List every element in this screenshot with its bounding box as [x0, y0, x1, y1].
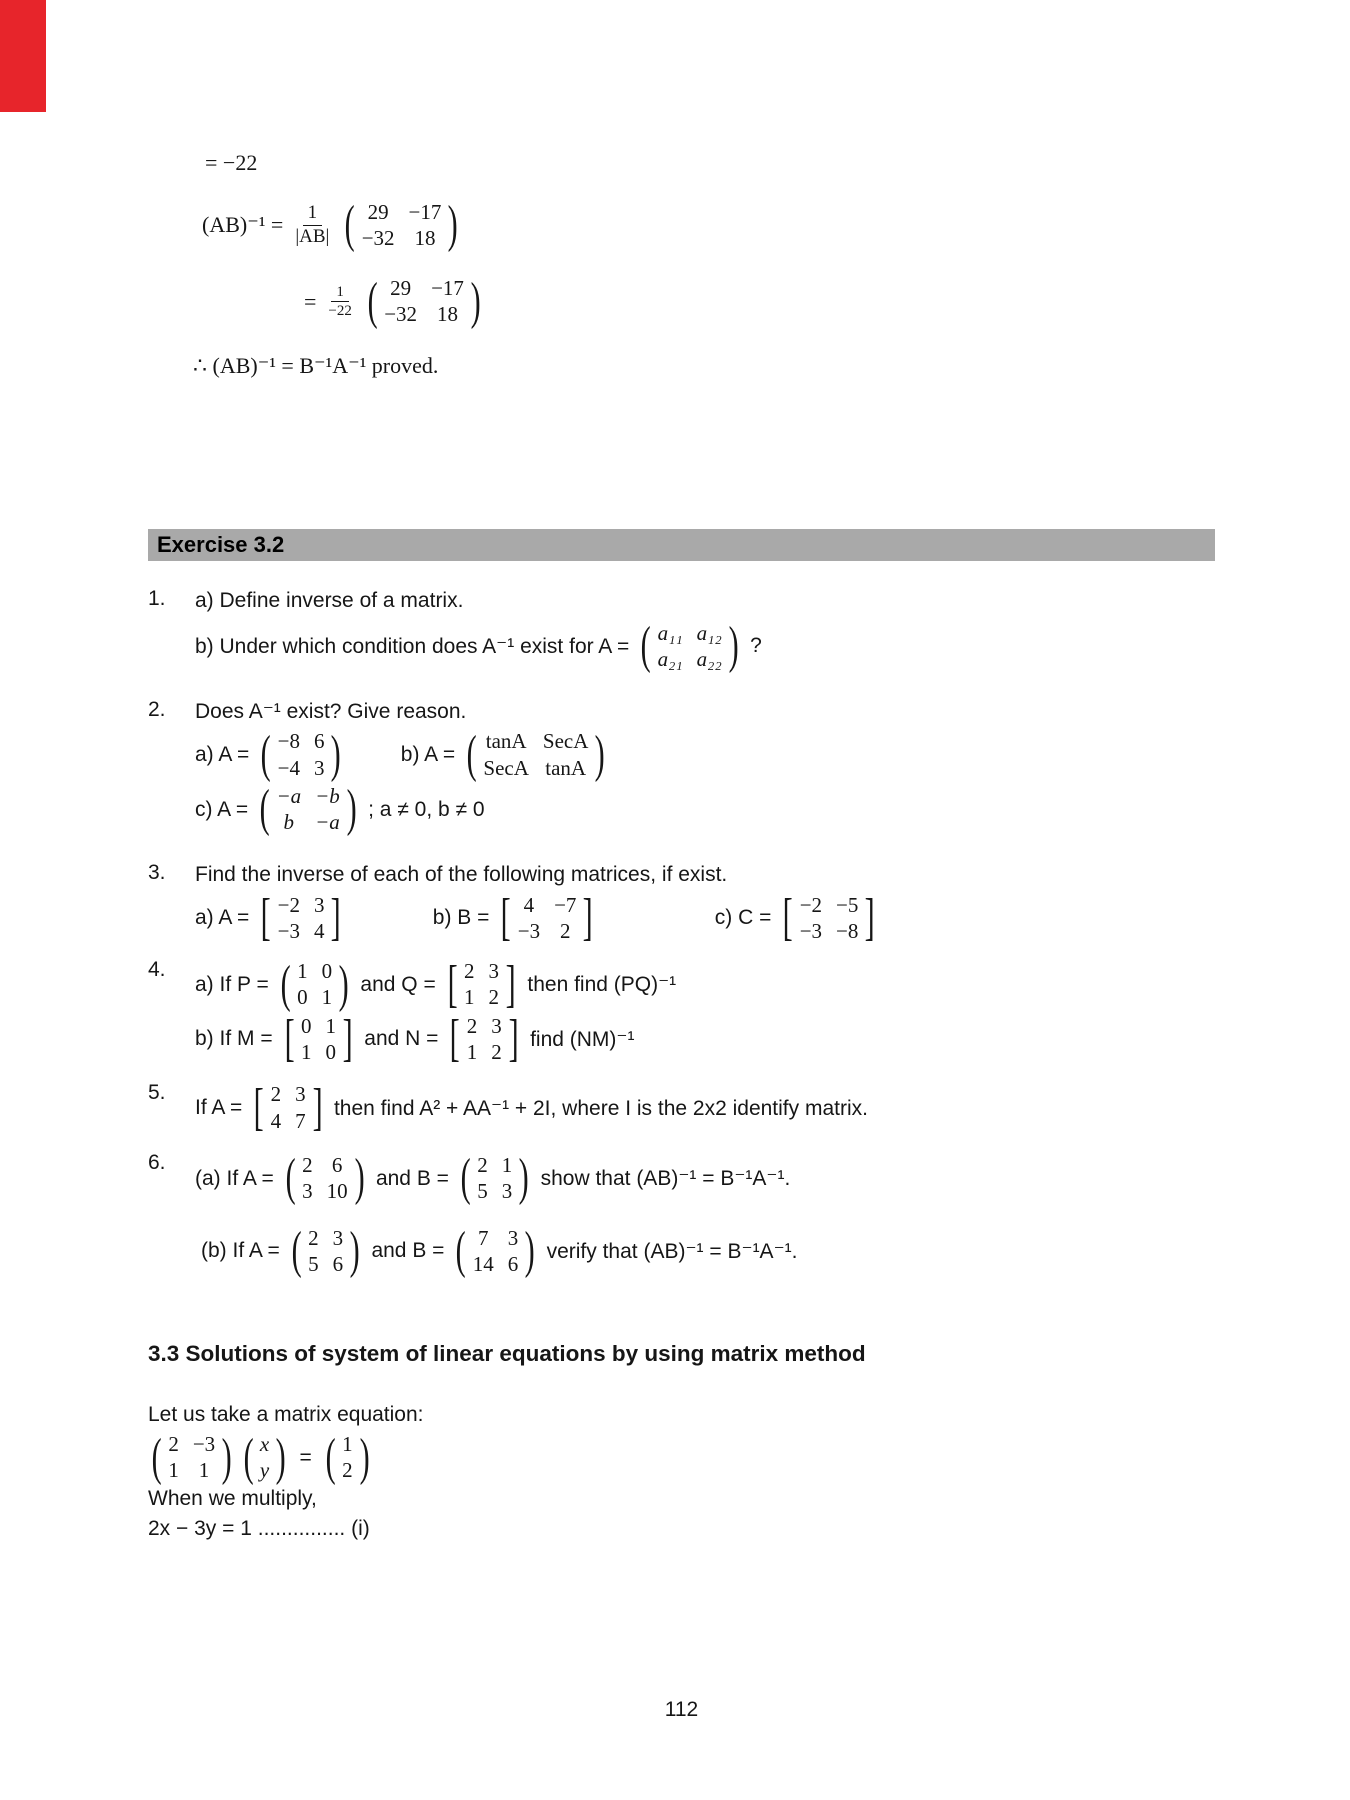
question-4-body [195, 955, 1215, 1068]
matrix-cell: 18 [436, 302, 458, 327]
matrix-cells [474, 1153, 515, 1204]
question-2a-label: a) A = [195, 743, 250, 767]
matrix-cell: tanA [545, 755, 587, 780]
matrix-cell: 6 [331, 1152, 343, 1177]
matrix-cell: 1 [198, 1458, 210, 1483]
matrix-cell: 2 [270, 1082, 282, 1107]
matrix-cell: 0 [325, 1039, 336, 1064]
matrix-cell: 2 [308, 1225, 319, 1250]
question-3-matrices-line [195, 888, 1215, 946]
matrix-cells [273, 784, 342, 835]
matrix-open-fence: [ [447, 955, 458, 1013]
matrix-cell: 1 [297, 959, 308, 984]
matrix-close-fence: ) [595, 725, 606, 783]
equation-i-text: 2x − 3y = 1 ............... (i) [148, 1517, 370, 1541]
matrix-cell: 6 [332, 1251, 344, 1276]
matrix-close-fence: ) [359, 1428, 370, 1486]
matrix-open-fence: ( [456, 1221, 467, 1279]
ab-inverse-line-1 [202, 198, 1215, 253]
matrix-open-fence: ( [151, 1428, 162, 1486]
matrix-cells [381, 276, 467, 327]
matrix-constants [322, 1428, 373, 1486]
matrix-cell: 6 [313, 729, 325, 754]
matrix-open-fence: ( [344, 196, 356, 253]
matrix-cells [299, 1153, 351, 1204]
matrix-cell: a₂₂ [696, 646, 722, 671]
matrix-cells [275, 893, 328, 944]
matrix-cell: −3 [517, 918, 541, 943]
matrix-cell: 2 [168, 1432, 179, 1457]
matrix-variables [240, 1428, 290, 1486]
matrix-cells [461, 959, 502, 1010]
exercise-header [148, 529, 1215, 561]
matrix-q3b [497, 888, 596, 946]
matrix-close-fence: ) [275, 1428, 286, 1486]
matrix-close-fence: ] [342, 1010, 353, 1068]
matrix-cells [268, 1082, 309, 1133]
matrix-close-fence: ] [508, 1010, 519, 1068]
question-3-body [195, 861, 1215, 946]
question-2c-line [195, 782, 1215, 837]
question-2-stem-line [195, 698, 1215, 726]
question-4a-label: a) If P = [195, 972, 269, 996]
matrix-cell: 2 [466, 1013, 478, 1038]
matrix-close-fence: ) [221, 1428, 232, 1486]
matrix-open-fence: ( [280, 955, 291, 1013]
matrix-cells [298, 1014, 339, 1065]
conclusion-line [193, 353, 1215, 379]
matrix-close-fence: ) [331, 725, 342, 783]
matrix-cell: b [283, 810, 295, 835]
matrix-close-fence: ) [448, 196, 459, 253]
matrix-open-fence: ( [367, 272, 378, 330]
matrix-open-fence: [ [253, 1078, 264, 1136]
matrix-cell: SecA [483, 755, 529, 780]
question-1 [148, 587, 1215, 674]
question-2-stem: Does A⁻¹ exist? Give reason. [195, 700, 467, 724]
matrix-cells [165, 1432, 218, 1483]
matrix-cell: 1 [321, 985, 333, 1010]
question-1b-text: b) Under which condition does A⁻¹ exist for A = [195, 634, 630, 658]
question-1a-text: a) Define inverse of a matrix. [195, 589, 464, 613]
matrix-close-fence: ] [331, 888, 342, 946]
equation-text: = −22 [205, 150, 258, 175]
matrix-q2b [463, 725, 609, 783]
matrix-adjoint-2 [364, 272, 484, 330]
matrix-cell: a₂₁ [657, 646, 683, 671]
matrix-open-fence: ( [243, 1428, 254, 1486]
matrix-open-fence: ( [291, 1221, 302, 1279]
question-3c-label: c) C = [714, 906, 772, 930]
page-content [0, 150, 1350, 1541]
question-2a-part [195, 725, 345, 783]
matrix-cell: 1 [300, 1039, 312, 1064]
matrix-N [446, 1012, 522, 1067]
matrix-open-fence: ( [466, 725, 477, 783]
equation-i-line [148, 1517, 1215, 1541]
matrix-close-fence: ) [338, 955, 349, 1013]
question-4a-line [195, 955, 1215, 1013]
question-3a-label: a) A = [195, 906, 250, 930]
matrix-open-fence: [ [284, 1010, 295, 1068]
question-6-body [195, 1151, 1215, 1278]
matrix-q6b-A [288, 1221, 364, 1279]
question-5-task: then find A² + AA⁻¹ + 2I, where I is the 2x2 identify matrix. [333, 1096, 868, 1120]
matrix-cell: 2 [464, 959, 475, 984]
matrix-P [277, 955, 353, 1013]
matrix-cell: 3 [491, 1013, 502, 1038]
matrix-cell: 4 [523, 892, 535, 917]
matrix-open-fence: ( [640, 617, 651, 675]
question-4b-task: find (NM)⁻¹ [530, 1027, 635, 1051]
matrix-close-fence: ] [583, 888, 594, 946]
question-4a-mid: and Q = [360, 972, 436, 996]
matrix-cell: −32 [384, 302, 418, 327]
matrix-q5-A [250, 1078, 326, 1136]
question-2b-label: b) A = [400, 743, 456, 767]
section-3-3-title: 3.3 Solutions of system of linear equations by using matrix method [148, 1340, 866, 1366]
matrix-cell: −a [276, 783, 302, 808]
matrix-close-fence: ) [354, 1149, 365, 1207]
fraction-numerator: 1 [303, 202, 323, 226]
matrix-q3a [257, 888, 345, 946]
matrix-cell: 29 [390, 276, 412, 301]
matrix-cells [480, 729, 591, 780]
matrix-open-fence: ( [259, 780, 270, 838]
matrix-cell: 29 [367, 199, 389, 224]
question-3c-part [714, 888, 879, 946]
question-2c-condition: ; a ≠ 0, b ≠ 0 [368, 797, 485, 821]
matrix-cells [464, 1014, 505, 1065]
question-4b-label: b) If M = [195, 1027, 273, 1051]
matrix-cell: 4 [313, 918, 325, 943]
equation-lhs: (AB)⁻¹ = [202, 212, 284, 238]
matrix-cell: −17 [431, 276, 464, 301]
matrix-cells [305, 1226, 346, 1277]
matrix-cell: −3 [277, 918, 300, 943]
matrix-cell: x [259, 1432, 270, 1457]
matrix-cell: 1 [466, 1039, 478, 1064]
matrix-equation-line [148, 1428, 1215, 1486]
question-1a-line [195, 587, 1215, 615]
matrix-close-fence: ) [524, 1221, 535, 1279]
matrix-cells [359, 200, 445, 251]
matrix-open-fence: [ [260, 888, 271, 946]
matrix-open-fence: ( [325, 1428, 336, 1486]
fraction-one-over-minus22 [326, 283, 353, 320]
matrix-cell: SecA [542, 729, 589, 754]
matrix-cell: 1 [168, 1458, 179, 1483]
matrix-q6b-B [452, 1221, 538, 1279]
matrix-cell: 10 [326, 1179, 348, 1204]
matrix-cell: 3 [313, 892, 325, 917]
matrix-open-fence: [ [450, 1010, 461, 1068]
intro-line [148, 1403, 1215, 1427]
question-5-body [195, 1078, 1215, 1136]
fraction-denominator: |AB| [295, 225, 330, 247]
matrix-close-fence: ] [505, 955, 516, 1013]
matrix-cell: 3 [313, 755, 325, 780]
matrix-close-fence: ) [728, 617, 739, 675]
matrix-cell: 18 [414, 225, 436, 250]
question-3 [148, 861, 1215, 946]
question-5-number: 5. [148, 1080, 166, 1104]
matrix-cell: tanA [485, 729, 527, 754]
question-2-number: 2. [148, 697, 166, 721]
matrix-close-fence: ] [312, 1078, 323, 1136]
matrix-cell: 3 [488, 959, 500, 984]
matrix-open-fence: ( [285, 1149, 296, 1207]
matrix-close-fence: ] [865, 888, 876, 946]
matrix-cell: 7 [478, 1225, 489, 1250]
page-number: 112 [664, 1698, 699, 1721]
matrix-adjoint-1 [341, 198, 461, 253]
matrix-cell: −3 [192, 1432, 216, 1457]
matrix-open-fence: ( [460, 1149, 471, 1207]
question-6-number: 6. [148, 1151, 166, 1175]
matrix-cell: −8 [277, 729, 300, 754]
matrix-cell: 3 [302, 1179, 313, 1204]
matrix-cell: 3 [501, 1179, 513, 1204]
question-1b-line [195, 619, 1215, 674]
matrix-cell: −32 [361, 225, 395, 250]
question-4-number: 4. [148, 957, 166, 981]
matrix-coefficients [148, 1428, 236, 1486]
question-1b-question-mark: ? [750, 634, 762, 658]
question-2b-part [400, 725, 609, 783]
matrix-cell: 2 [488, 985, 500, 1010]
matrix-cells [339, 1432, 356, 1483]
question-6 [148, 1151, 1215, 1278]
matrix-cell: 7 [295, 1108, 306, 1133]
matrix-cell: −4 [277, 755, 300, 780]
intro-text: Let us take a matrix equation: [148, 1402, 424, 1426]
question-6b-mid: and B = [371, 1239, 445, 1263]
conclusion-text: ∴ (AB)⁻¹ = B⁻¹A⁻¹ proved. [193, 353, 439, 379]
question-5-line [195, 1078, 1215, 1136]
matrix-cell: 2 [302, 1152, 313, 1177]
question-6a-task: show that (AB)⁻¹ = B⁻¹A⁻¹. [540, 1167, 791, 1191]
matrix-close-fence: ) [470, 272, 481, 330]
question-6b-task: verify that (AB)⁻¹ = B⁻¹A⁻¹. [546, 1239, 798, 1263]
question-6b-label: (b) If A = [201, 1239, 280, 1263]
matrix-cell: −8 [836, 918, 859, 943]
matrix-cell: 6 [507, 1251, 519, 1276]
matrix-cell: 3 [507, 1225, 519, 1250]
question-3a-part [195, 888, 345, 946]
matrix-cell: 2 [491, 1039, 502, 1064]
multiply-text: When we multiply, [148, 1487, 317, 1511]
question-4 [148, 955, 1215, 1068]
matrix-close-fence: ) [349, 1221, 360, 1279]
question-3-number: 3. [148, 860, 166, 884]
ab-inverse-line-2 [304, 272, 1215, 330]
matrix-q6a-B [457, 1151, 533, 1206]
matrix-cell: −5 [836, 892, 859, 917]
matrix-cell: −b [315, 783, 340, 808]
matrix-cell: 4 [270, 1108, 282, 1133]
matrix-M [281, 1012, 357, 1067]
matrix-cell: 1 [325, 1013, 336, 1038]
matrix-close-fence: ) [346, 780, 357, 838]
matrix-cell: −7 [554, 892, 577, 917]
fraction-one-over-detAB [293, 202, 331, 249]
fraction-numerator: 1 [331, 283, 349, 302]
question-3-stem-line [195, 861, 1215, 889]
question-6b-line [201, 1221, 1215, 1279]
matrix-cells [275, 729, 328, 780]
question-5 [148, 1078, 1215, 1136]
matrix-Q [444, 955, 520, 1013]
multiply-line [148, 1487, 1215, 1511]
matrix-close-fence: ) [518, 1149, 529, 1207]
red-corner-mark [0, 0, 46, 112]
matrix-open-fence: [ [782, 888, 794, 946]
matrix-open-fence: [ [501, 888, 512, 946]
question-6a-line [195, 1151, 1215, 1206]
matrix-q2a [257, 725, 345, 783]
question-3-stem: Find the inverse of each of the following matrices, if exist. [195, 862, 728, 886]
question-4b-line [195, 1012, 1215, 1067]
matrix-cell: 2 [560, 918, 571, 943]
matrix-cell: 1 [342, 1432, 353, 1457]
matrix-cell: 1 [501, 1152, 513, 1177]
matrix-cell: −2 [277, 892, 300, 917]
question-6a-label: (a) If A = [195, 1166, 274, 1190]
matrix-cell: −17 [408, 199, 442, 224]
question-5-label: If A = [195, 1096, 243, 1120]
matrix-cell: 0 [297, 985, 308, 1010]
matrix-open-fence: ( [260, 725, 271, 783]
question-2 [148, 698, 1215, 837]
matrix-cells [515, 893, 580, 944]
matrix-q2c [256, 782, 360, 837]
matrix-cells [797, 893, 862, 944]
matrix-cell: −2 [799, 892, 823, 917]
matrix-cells [294, 959, 335, 1010]
matrix-cell: y [259, 1458, 270, 1483]
matrix-cell: 0 [300, 1013, 312, 1038]
matrix-cell: a₁₂ [696, 620, 722, 645]
matrix-cells [257, 1432, 272, 1483]
exercise-title: Exercise 3.2 [157, 532, 285, 558]
matrix-general-a [637, 619, 742, 674]
matrix-cell: 1 [464, 985, 475, 1010]
question-1-body [195, 587, 1215, 674]
section-3-3-heading [148, 1341, 1215, 1367]
matrix-cell: 2 [477, 1152, 488, 1177]
matrix-cell: 2 [342, 1458, 353, 1483]
matrix-q6a-A [282, 1151, 368, 1206]
matrix-cells [655, 621, 725, 672]
question-3b-label: b) B = [432, 906, 490, 930]
fraction-denominator: −22 [328, 303, 352, 320]
equation-equals-sign: = [299, 1445, 312, 1469]
equation-equals: = [304, 288, 317, 314]
matrix-cell: 14 [472, 1251, 494, 1276]
matrix-cell: 0 [321, 959, 333, 984]
question-1-number: 1. [148, 587, 166, 611]
matrix-cell: 3 [295, 1082, 306, 1107]
question-3b-part [432, 888, 597, 946]
matrix-cell: 5 [477, 1179, 488, 1204]
matrix-cell: 3 [332, 1225, 344, 1250]
question-2-body [195, 698, 1215, 837]
question-4b-mid: and N = [364, 1027, 439, 1051]
question-4a-task: then find (PQ)⁻¹ [527, 973, 677, 997]
matrix-cell: a₁₁ [657, 620, 683, 645]
matrix-cell: 5 [308, 1251, 319, 1276]
question-2ab-line [195, 725, 1215, 783]
question-6a-mid: and B = [375, 1166, 449, 1190]
equation-result-line [205, 150, 1215, 176]
matrix-cells [470, 1226, 522, 1277]
matrix-q3c [779, 888, 878, 946]
matrix-cell: −a [315, 810, 340, 835]
question-2c-label: c) A = [195, 797, 249, 821]
matrix-cell: −3 [799, 918, 823, 943]
